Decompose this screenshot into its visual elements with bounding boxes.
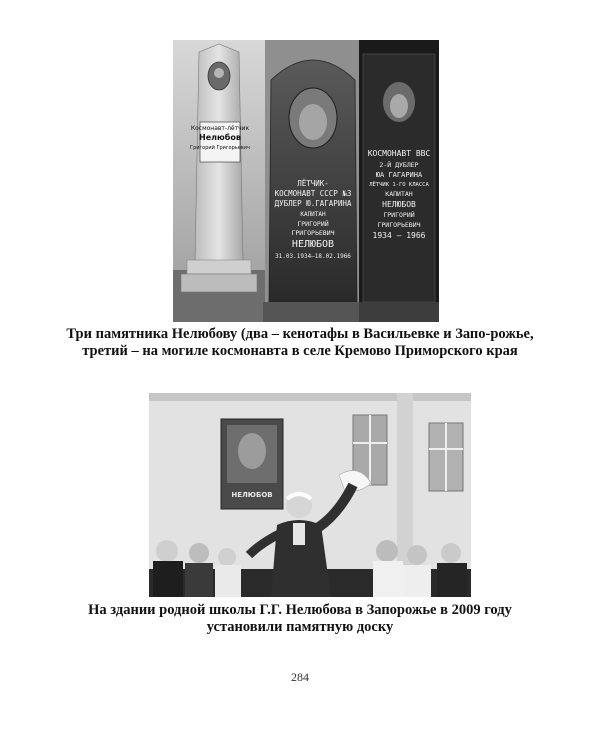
monument2-line-2: КОСМОНАВТ СССР №3 xyxy=(274,189,352,198)
monument3-line-1: КОСМОНАВТ ВВС xyxy=(367,149,431,158)
monument3-line-8: ГРИГОРЬЕВИЧ xyxy=(377,221,421,229)
caption-bottom: На здании родной школы Г.Г. Нелюбова в Запорожье в 2009 году установили памятную доску xyxy=(88,602,512,635)
monument2-line-1: ЛЁТЧИК- xyxy=(297,179,329,188)
page-number: 284 xyxy=(291,670,309,684)
monument3-line-3: ЮА ГАГАРИНА xyxy=(375,171,423,179)
monument3-line-4: ЛЁТЧИК 1-ГО КЛАССА xyxy=(369,182,429,188)
monument2-line-4: КАПИТАН xyxy=(300,211,326,218)
monument2-line-5: ГРИГОРИЙ xyxy=(297,220,329,228)
monuments-photo xyxy=(173,40,439,322)
monument3-line-6: НЕЛЮБОВ xyxy=(382,200,416,209)
plaque-name: НЕЛЮБОВ xyxy=(231,491,273,499)
monument3-line-5: КАПИТАН xyxy=(385,190,413,198)
monument1-plate-line-1: Космонавт-лётчик xyxy=(190,125,250,132)
monument2-line-7: НЕЛЮБОВ xyxy=(291,239,335,250)
monument1-plate-line-2: Нелюбов xyxy=(199,133,241,142)
monument3-line-7: ГРИГОРИЙ xyxy=(383,211,415,219)
school-plaque-photo xyxy=(149,393,471,597)
monument3-stone xyxy=(359,54,439,322)
monument3-line-9: 1934 – 1966 xyxy=(372,231,426,240)
monument2-line-6: ГРИГОРЬЕВИЧ xyxy=(291,229,335,237)
monument1-plate-line-3: Григорий Григорьевич xyxy=(190,145,250,151)
monument3-line-2: 2-Й ДУБЛЕР xyxy=(379,161,419,169)
monument2-line-8: 31.03.1934–18.02.1966 xyxy=(275,253,351,260)
caption-top: Три памятника Нелюбову (два – кенотафы в Васильевке и Запо-рожье, третий – на могиле космонавта в селе Кремово Приморского края xyxy=(66,326,534,359)
monument2-line-3: ДУБЛЕР Ю.ГАГАРИНА xyxy=(274,199,352,208)
